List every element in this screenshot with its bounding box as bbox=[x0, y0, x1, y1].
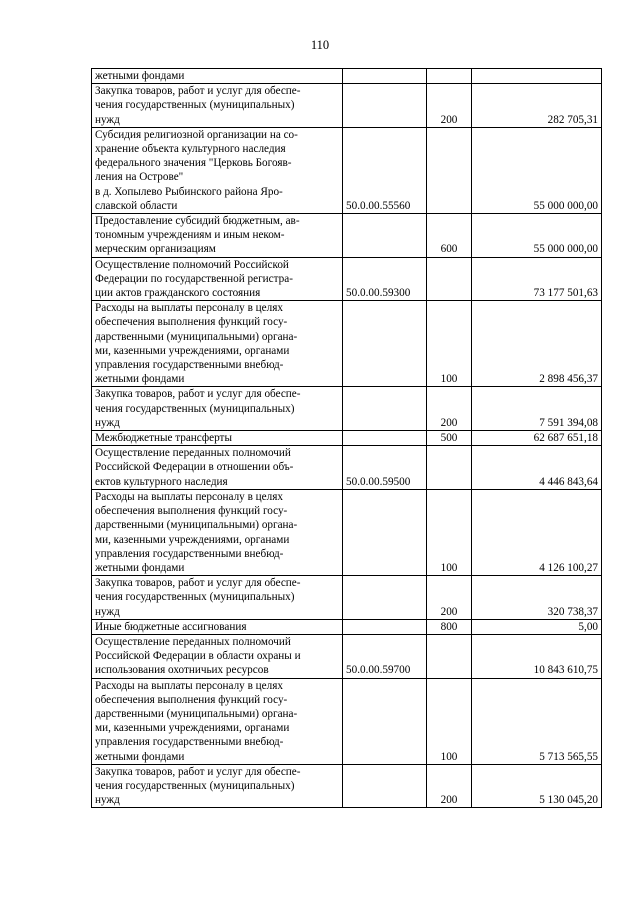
expense-name-line: Закупка товаров, работ и услуг для обеспе- bbox=[95, 85, 301, 98]
expense-name-line: Межбюджетные трансферты bbox=[95, 432, 232, 445]
expense-name-line: ления на Острове" bbox=[95, 171, 184, 184]
expense-name-line: федерального значения "Церковь Богояв- bbox=[95, 157, 292, 170]
target-code-cell bbox=[343, 576, 427, 620]
expense-name-line: нужд bbox=[95, 605, 120, 618]
expense-name-line: дарственными (муниципальными) органа- bbox=[95, 519, 298, 532]
amount-cell: 7 591 394,08 bbox=[472, 387, 602, 431]
table-row bbox=[92, 764, 602, 808]
table-row bbox=[92, 301, 602, 387]
expense-name-cell bbox=[92, 214, 343, 258]
expense-type-cell: 800 bbox=[427, 619, 472, 634]
amount-cell: 320 738,37 bbox=[472, 576, 602, 620]
expense-name-line: в д. Хопылево Рыбинского района Яро- bbox=[95, 185, 283, 198]
expense-type-cell: 200 bbox=[427, 84, 472, 128]
target-code-cell bbox=[343, 489, 427, 575]
table-row bbox=[92, 84, 602, 128]
expense-type-cell bbox=[427, 634, 472, 678]
budget-table bbox=[91, 68, 602, 808]
table-row bbox=[92, 127, 602, 213]
expense-name-line: обеспечения выполнения функций госу- bbox=[95, 316, 288, 329]
expense-name-line: управления государственными внебюд- bbox=[95, 736, 284, 749]
table-row bbox=[92, 489, 602, 575]
expense-name-cell bbox=[92, 678, 343, 764]
amount-cell: 5 130 045,20 bbox=[472, 764, 602, 808]
expense-name-line: Закупка товаров, работ и услуг для обеспе- bbox=[95, 765, 301, 778]
expense-type-cell: 500 bbox=[427, 431, 472, 446]
amount-cell: 62 687 651,18 bbox=[472, 431, 602, 446]
expense-name-cell bbox=[92, 257, 343, 301]
expense-name-cell bbox=[92, 69, 343, 84]
target-code-cell: 50.0.00.55560 bbox=[343, 127, 427, 213]
amount-cell: 55 000 000,00 bbox=[472, 214, 602, 258]
expense-type-cell bbox=[427, 446, 472, 490]
expense-name-line: чения государственных (муниципальных) bbox=[95, 591, 295, 604]
expense-type-cell: 100 bbox=[427, 489, 472, 575]
target-code-cell: 50.0.00.59500 bbox=[343, 446, 427, 490]
expense-name-cell bbox=[92, 127, 343, 213]
expense-type-cell bbox=[427, 69, 472, 84]
expense-name-line: чения государственных (муниципальных) bbox=[95, 402, 295, 415]
table-row bbox=[92, 619, 602, 634]
expense-name-line: ции актов гражданского состояния bbox=[95, 287, 261, 300]
table-row bbox=[92, 576, 602, 620]
expense-name-cell bbox=[92, 446, 343, 490]
table-row bbox=[92, 214, 602, 258]
expense-name-line: ми, казенными учреждениями, органами bbox=[95, 533, 290, 546]
expense-name-line: жетными фондами bbox=[95, 750, 185, 763]
expense-name-line: обеспечения выполнения функций госу- bbox=[95, 505, 288, 518]
expense-name-line: нужд bbox=[95, 416, 120, 429]
expense-name-cell bbox=[92, 489, 343, 575]
expense-name-line: управления государственными внебюд- bbox=[95, 547, 284, 560]
target-code-cell bbox=[343, 619, 427, 634]
target-code-cell: 50.0.00.59300 bbox=[343, 257, 427, 301]
target-code-cell bbox=[343, 214, 427, 258]
expense-type-cell: 100 bbox=[427, 301, 472, 387]
table-row bbox=[92, 387, 602, 431]
expense-type-cell: 100 bbox=[427, 678, 472, 764]
table-row bbox=[92, 446, 602, 490]
expense-name-line: Предоставление субсидий бюджетным, ав- bbox=[95, 215, 300, 228]
expense-name-cell bbox=[92, 431, 343, 446]
target-code-cell bbox=[343, 431, 427, 446]
amount-cell: 55 000 000,00 bbox=[472, 127, 602, 213]
amount-cell: 282 705,31 bbox=[472, 84, 602, 128]
expense-type-cell bbox=[427, 257, 472, 301]
amount-cell: 5,00 bbox=[472, 619, 602, 634]
amount-cell bbox=[472, 69, 602, 84]
expense-type-cell: 200 bbox=[427, 764, 472, 808]
expense-name-line: Расходы на выплаты персоналу в целях bbox=[95, 679, 283, 692]
expense-name-line: ми, казенными учреждениями, органами bbox=[95, 722, 290, 735]
expense-name-cell bbox=[92, 387, 343, 431]
table-row bbox=[92, 69, 602, 84]
expense-name-line: чения государственных (муниципальных) bbox=[95, 99, 295, 112]
expense-name-line: Российской Федерации в отношении объ- bbox=[95, 461, 294, 474]
expense-name-line: жетными фондами bbox=[95, 70, 185, 82]
expense-name-line: чения государственных (муниципальных) bbox=[95, 779, 295, 792]
target-code-cell bbox=[343, 301, 427, 387]
expense-name-line: Расходы на выплаты персоналу в целях bbox=[95, 490, 283, 503]
table-row bbox=[92, 431, 602, 446]
budget-table-body bbox=[92, 69, 602, 808]
expense-name-cell bbox=[92, 634, 343, 678]
expense-name-line: обеспечения выполнения функций госу- bbox=[95, 693, 288, 706]
expense-name-cell bbox=[92, 301, 343, 387]
amount-cell: 10 843 610,75 bbox=[472, 634, 602, 678]
expense-name-line: Закупка товаров, работ и услуг для обеспе- bbox=[95, 577, 301, 590]
expense-name-cell bbox=[92, 764, 343, 808]
target-code-cell bbox=[343, 764, 427, 808]
amount-cell: 4 446 843,64 bbox=[472, 446, 602, 490]
expense-name-line: дарственными (муниципальными) органа- bbox=[95, 330, 298, 343]
expense-name-cell bbox=[92, 576, 343, 620]
target-code-cell bbox=[343, 387, 427, 431]
expense-name-cell bbox=[92, 84, 343, 128]
target-code-cell bbox=[343, 69, 427, 84]
expense-name-line: славской области bbox=[95, 199, 178, 212]
expense-name-line: использования охотничьих ресурсов bbox=[95, 664, 269, 677]
page-number: 110 bbox=[310, 38, 330, 52]
expense-name-line: Осуществление переданных полномочий bbox=[95, 447, 291, 460]
amount-cell: 2 898 456,37 bbox=[472, 301, 602, 387]
expense-name-line: Федерации по государственной регистра- bbox=[95, 272, 293, 285]
expense-name-cell bbox=[92, 619, 343, 634]
expense-name-line: нужд bbox=[95, 794, 120, 807]
expense-name-line: Расходы на выплаты персоналу в целях bbox=[95, 302, 283, 315]
expense-name-line: жетными фондами bbox=[95, 373, 185, 386]
expense-type-cell: 200 bbox=[427, 576, 472, 620]
expense-name-line: Осуществление переданных полномочий bbox=[95, 635, 291, 648]
expense-name-line: тономным учреждениям и иным неком- bbox=[95, 229, 285, 242]
expense-name-line: мерческим организациям bbox=[95, 243, 216, 256]
target-code-cell bbox=[343, 84, 427, 128]
amount-cell: 73 177 501,63 bbox=[472, 257, 602, 301]
expense-type-cell: 200 bbox=[427, 387, 472, 431]
expense-name-line: нужд bbox=[95, 113, 120, 126]
expense-type-cell bbox=[427, 127, 472, 213]
expense-name-line: ектов культурного наследия bbox=[95, 475, 228, 488]
expense-name-line: Иные бюджетные ассигнования bbox=[95, 620, 247, 633]
expense-name-line: управления государственными внебюд- bbox=[95, 359, 284, 372]
table-row bbox=[92, 257, 602, 301]
expense-name-line: Российской Федерации в области охраны и bbox=[95, 650, 301, 663]
expense-name-line: Субсидия религиозной организации на со- bbox=[95, 128, 298, 141]
expense-type-cell: 600 bbox=[427, 214, 472, 258]
expense-name-line: дарственными (муниципальными) органа- bbox=[95, 707, 298, 720]
expense-name-line: Закупка товаров, работ и услуг для обеспе- bbox=[95, 388, 301, 401]
amount-cell: 4 126 100,27 bbox=[472, 489, 602, 575]
expense-name-line: жетными фондами bbox=[95, 561, 185, 574]
amount-cell: 5 713 565,55 bbox=[472, 678, 602, 764]
table-row bbox=[92, 678, 602, 764]
target-code-cell bbox=[343, 678, 427, 764]
expense-name-line: ми, казенными учреждениями, органами bbox=[95, 344, 290, 357]
expense-name-line: хранение объекта культурного наследия bbox=[95, 143, 286, 156]
table-row bbox=[92, 634, 602, 678]
expense-name-line: Осуществление полномочий Российской bbox=[95, 258, 289, 271]
target-code-cell: 50.0.00.59700 bbox=[343, 634, 427, 678]
